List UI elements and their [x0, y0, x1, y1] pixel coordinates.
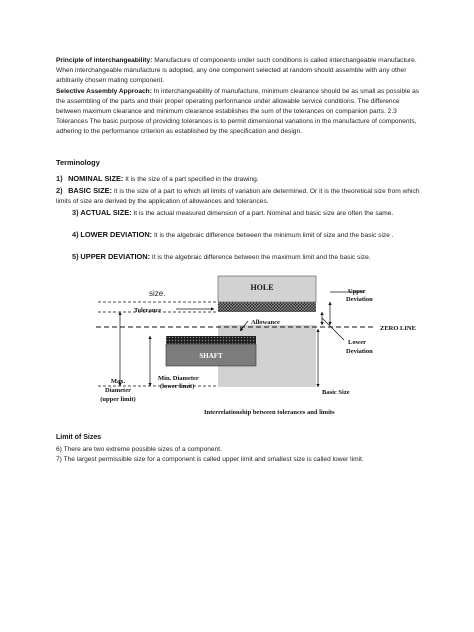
limit-of-sizes-heading: Limit of Sizes: [56, 434, 102, 441]
lower-deviation-label-1: Lower: [348, 339, 367, 346]
lower-deviation-leader: [322, 318, 344, 340]
term-name: LOWER DEVIATION:: [80, 230, 153, 239]
term-definition: It is the size of a part to which all limits of variation are determined. Or it is the theoretical size from which limits of size are derived by the application of allowances and tolerances.: [56, 188, 420, 206]
interchangeability-text: Manufacture of components under such conditions is called interchangeable manufacture. When interchangeable manufacture is adopted, any one component selected at random should assemble with any other arbitrarily chosen mating component.: [56, 57, 417, 85]
terminology-heading: Terminology: [56, 158, 100, 167]
max-diameter-label-3: (upper limit): [100, 396, 136, 403]
selective-assembly-term: Selective Assembly Approach:: [56, 87, 152, 95]
limit-line-7: 7) The largest permissible size for a component is called upper limit and smallest size is called lower limit.: [56, 456, 364, 463]
min-diameter-label-2: (lower limit): [160, 383, 195, 390]
term-number: 2): [56, 186, 63, 195]
upper-deviation-label-2: Deviation: [346, 296, 373, 303]
term-number: 1): [56, 174, 63, 183]
term-definition: It is the algebraic difference between the minimum limit of size and the basic size .: [152, 232, 394, 239]
lower-deviation-label-2: Deviation: [346, 348, 373, 355]
term-number: 3): [72, 208, 79, 217]
shaft-tolerance-zone: [166, 336, 256, 344]
hole-label: HOLE: [250, 283, 274, 292]
term-definition: It is the actual measured dimension of a part. Nominal and basic size are often the same.: [131, 210, 394, 217]
term-name: ACTUAL SIZE:: [80, 208, 132, 217]
term-name: UPPER DEVIATION:: [80, 252, 151, 261]
max-diameter-label-2: Diameter: [105, 387, 131, 394]
term-definition: It is the size of a part specified in the drawing.: [123, 176, 259, 183]
diagram-caption: Interrelationship between tolerances and limits: [204, 409, 335, 416]
zero-line-label: ZERO LINE: [380, 325, 416, 332]
max-diameter-label-1: Max.: [110, 378, 126, 385]
upper-deviation-label-1: Upper: [348, 288, 366, 295]
term-definition: It is the algebraic difference between the maximum limit and the basic size.: [150, 254, 371, 261]
limit-line-6: 6) There are two extreme possible sizes of a component.: [56, 446, 222, 453]
interchangeability-term: Principle of interchangeability:: [56, 57, 153, 64]
term-number: 5): [72, 252, 79, 261]
hole-tolerance-zone: [218, 302, 316, 312]
basic-size-label: Basic Size: [322, 389, 350, 396]
tolerance-label: Tolerance: [134, 307, 162, 314]
shaft-label: SHAFT: [199, 352, 223, 360]
min-diameter-label-1: Min. Diameter: [158, 375, 199, 382]
term-number: 4): [72, 230, 79, 239]
term-name: BASIC SIZE:: [68, 186, 113, 195]
stray-size-text: size.: [149, 289, 166, 298]
selective-assembly-text: In interchangeability of manufacture, minimum clearance should be as small as possible as the assembling of the parts and their proper operating performance under allowable service conditions. The difference between maximum clearance and minimum clearance establishes the sum of the tolerances on companion parts. 2.3 Tolerances The basic purpose of providing tolerances is to permit dimensional variations in the manufacture of components, adhering to the performance criterion as established by the specification and design.: [56, 87, 420, 136]
term-name: NOMINAL SIZE:: [68, 174, 124, 183]
allowance-label: Allowance: [251, 319, 280, 326]
